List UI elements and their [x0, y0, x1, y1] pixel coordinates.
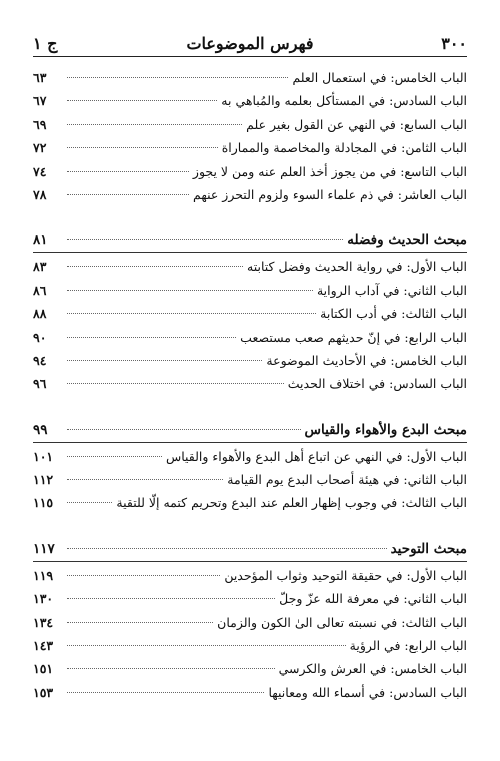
toc-entry [33, 183, 467, 206]
toc-entry-label: الباب الثالث: في وجوب إظهار العلم عند البدع وتحريم كتمه إلّا للتقية [116, 495, 467, 511]
toc-entry-page: ٨٦ [33, 282, 47, 298]
toc-entry [33, 279, 467, 302]
toc-entry-page: ٨٣ [33, 259, 47, 275]
toc-entry [33, 468, 467, 491]
toc-entry-label: الباب السابع: في النهي عن القول بغير علم [246, 116, 467, 132]
toc-entry [33, 634, 467, 657]
toc-entry [33, 349, 467, 372]
toc-entry-page: ١٣٠ [33, 591, 54, 607]
section-heading-page: ٩٩ [33, 421, 48, 438]
toc-entry-page: ١٤٣ [33, 638, 54, 654]
section-rule [33, 442, 467, 443]
dot-leader [67, 547, 387, 549]
toc-entry [33, 255, 467, 278]
header-rule [33, 56, 467, 57]
toc-entry [33, 587, 467, 610]
toc-entry [33, 302, 467, 325]
toc-section [33, 66, 467, 206]
dot-leader [67, 667, 275, 669]
toc-entry [33, 136, 467, 159]
toc-entry-label: الباب التاسع: في من يجوز أخذ العلم عنه ومن لا يجوز [192, 163, 467, 179]
toc-entry [33, 491, 467, 514]
toc-entry-label: الباب الرابع: في إنّ حديثهم صعب مستصعب [240, 329, 467, 345]
toc-entry-page: ١٥١ [33, 661, 54, 677]
toc-entry-page: ١١٩ [33, 567, 54, 583]
toc-entry [33, 681, 467, 704]
toc-entry-page: ٧٢ [33, 140, 47, 156]
dot-leader [67, 455, 162, 457]
dot-leader [67, 621, 213, 623]
toc-entry [33, 89, 467, 112]
dot-leader [67, 76, 288, 78]
toc-entry [33, 372, 467, 395]
section-heading [33, 228, 467, 252]
toc-entry-page: ٦٣ [33, 70, 47, 85]
dot-leader [67, 428, 301, 430]
toc-entry-label: الباب العاشر: في ذم علماء السوء ولزوم التحرز عنهم [193, 186, 467, 202]
toc-entry-label: الباب الرابع: في الرؤية [349, 638, 467, 654]
toc-entry-page: ٩٤ [33, 352, 47, 368]
dot-leader [67, 170, 189, 172]
toc-entry-label: الباب الثاني: في آداب الرواية [316, 282, 467, 298]
section-heading-title: مبحث الحديث وفضله [347, 232, 467, 249]
toc-entry-page: ٧٨ [33, 186, 47, 202]
dot-leader [67, 691, 264, 693]
dot-leader [67, 289, 313, 291]
section-heading-title: مبحث البدع والأهواء والقياس [304, 421, 467, 438]
dot-leader [67, 99, 217, 101]
toc-entry [33, 445, 467, 468]
dot-leader [67, 312, 316, 314]
section-heading [33, 418, 467, 442]
dot-leader [67, 336, 236, 338]
toc-entry-label: الباب السادس: في اختلاف الحديث [287, 376, 467, 392]
toc-entry-label: الباب الأول: في حقيقة التوحيد وثواب المؤحدين [224, 567, 467, 583]
toc-entry-label: الباب الخامس: في العرش والكرسي [278, 661, 467, 677]
section-rule [33, 561, 467, 562]
toc-entry-label: الباب الأول: في النهي عن اتباع أهل البدع والأهواء والقياس [165, 448, 467, 464]
toc-entry-page: ٩٠ [33, 329, 47, 345]
table-of-contents [33, 66, 467, 704]
section-heading-page: ١١٧ [33, 540, 55, 557]
section-heading [33, 537, 467, 561]
toc-entry [33, 113, 467, 136]
toc-section [33, 228, 467, 395]
toc-entry [33, 326, 467, 349]
toc-entry-page: ٩٦ [33, 376, 47, 392]
toc-entry-label: الباب الثامن: في المجادلة والمخاصمة والمماراة [221, 140, 467, 156]
dot-leader [67, 501, 112, 503]
dot-leader [67, 123, 242, 125]
header-volume: ج ١ [33, 34, 58, 53]
toc-entry-label: الباب الخامس: في الأحاديث الموضوعة [266, 352, 467, 368]
toc-entry-label: الباب الأول: في رواية الحديث وفضل كتابته [247, 259, 467, 275]
toc-entry-label: الباب الخامس: في استعمال العلم [292, 70, 467, 85]
toc-section [33, 537, 467, 704]
toc-entry [33, 611, 467, 634]
dot-leader [67, 574, 220, 576]
toc-entry-page: ٦٩ [33, 116, 47, 132]
toc-entry-page: ١٠١ [33, 448, 54, 464]
dot-leader [67, 597, 275, 599]
dot-leader [67, 146, 218, 148]
toc-entry-page: ١٥٣ [33, 684, 54, 700]
dot-leader [67, 193, 189, 195]
toc-entry-page: ١١٥ [33, 495, 54, 511]
toc-entry-page: ١١٢ [33, 472, 54, 488]
toc-entry-label: الباب الثالث: في أدب الكتابة [320, 306, 467, 322]
dot-leader [67, 265, 243, 267]
dot-leader [67, 644, 346, 646]
section-heading-page: ٨١ [33, 232, 48, 249]
section-heading-title: مبحث التوحيد [390, 540, 467, 557]
toc-entry [33, 657, 467, 680]
toc-entry-page: ٧٤ [33, 163, 47, 179]
toc-entry-label: الباب الثاني: في هيئة أصحاب البدع يوم القيامة [227, 472, 467, 488]
toc-entry [33, 160, 467, 183]
dot-leader [67, 238, 343, 240]
toc-entry-page: ١٣٤ [33, 614, 54, 630]
toc-entry-label: الباب السادس: في المستأكل بعلمه والمُباهي به [221, 93, 467, 109]
toc-entry [33, 564, 467, 587]
dot-leader [67, 359, 262, 361]
dot-leader [67, 478, 223, 480]
running-header [33, 26, 467, 54]
toc-entry-page: ٦٧ [33, 93, 47, 109]
dot-leader [67, 382, 284, 384]
toc-entry-page: ٨٨ [33, 306, 47, 322]
toc-entry-label: الباب الثالث: في نسبته تعالى الىٰ الكون والزمان [217, 614, 467, 630]
header-title: فهرس الموضوعات [186, 34, 314, 53]
toc-entry [33, 66, 467, 89]
toc-section [33, 418, 467, 515]
section-rule [33, 252, 467, 253]
toc-entry-label: الباب السادس: في أسماء الله ومعانيها [268, 684, 467, 700]
header-page-number: ٣٠٠ [441, 34, 467, 53]
toc-entry-label: الباب الثاني: في معرفة الله عزّ وجلّ [279, 591, 467, 607]
